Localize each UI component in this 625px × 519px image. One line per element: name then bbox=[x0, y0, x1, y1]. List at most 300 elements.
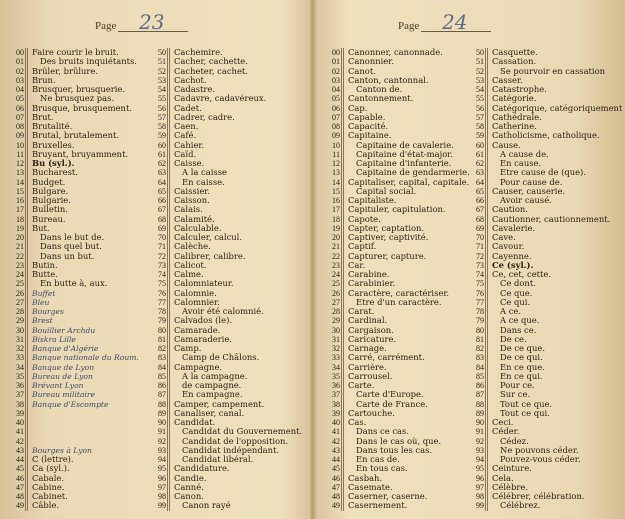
entry-word: Canton, cantonnal. bbox=[348, 74, 429, 85]
entry-word: Carte. bbox=[348, 380, 375, 390]
entry-word: Ca (syl.). bbox=[32, 463, 70, 474]
entry-code: 96 bbox=[476, 473, 484, 483]
entry-code: 92 bbox=[158, 436, 166, 446]
entry-code: 99 bbox=[476, 501, 484, 511]
entry-code: 75 bbox=[476, 279, 484, 289]
entry-code: 67 bbox=[476, 205, 484, 215]
entry-word: Banque d'Escompte bbox=[32, 399, 109, 409]
entry-code: 72 bbox=[476, 251, 484, 261]
entry-code: 44 bbox=[332, 455, 340, 464]
entry-word: Caissier. bbox=[174, 185, 211, 196]
entry-word: Canonnier. bbox=[348, 56, 395, 67]
entry-code: 24 bbox=[16, 270, 24, 279]
entry-word: Bu (syl.). bbox=[32, 158, 75, 168]
entry-code: 04 bbox=[332, 85, 340, 94]
entry-code: 20 bbox=[16, 233, 24, 242]
entry-code: 79 bbox=[476, 316, 484, 326]
entry-word: Sur ce. bbox=[500, 389, 531, 400]
page-label: Page bbox=[398, 20, 420, 32]
entry-word: de campagne. bbox=[182, 380, 242, 390]
entry-word: Bulgarie. bbox=[32, 195, 71, 205]
entry-word: Cardinal. bbox=[348, 315, 388, 326]
entry-word: Dans le cas où, que. bbox=[356, 435, 442, 446]
entry-code: 00 bbox=[16, 48, 24, 57]
entry-word: Cave. bbox=[492, 232, 516, 242]
entry-code: 82 bbox=[476, 344, 484, 353]
entry-code: 46 bbox=[16, 473, 24, 483]
entry-word: A la caisse bbox=[182, 167, 227, 178]
entry-word: Brusquer, brusquerie. bbox=[32, 84, 126, 94]
entry-word: Banque de Lyon bbox=[32, 362, 95, 372]
entry-code: 94 bbox=[158, 455, 166, 464]
entry-code: 48 bbox=[332, 492, 340, 501]
entry-word: Capitaine d'infanterie. bbox=[356, 158, 452, 168]
entry-word: Causer, causerie. bbox=[492, 185, 566, 196]
entry-word: Ne pouvons céder. bbox=[500, 444, 579, 455]
entry-code: 17 bbox=[16, 205, 24, 215]
entry-word: Cachemire. bbox=[174, 47, 223, 57]
entry-code: 58 bbox=[158, 122, 166, 131]
entry-word: Carte de France. bbox=[356, 398, 428, 409]
entry-code: 50 bbox=[476, 48, 484, 57]
entry-code: 74 bbox=[476, 270, 484, 279]
entry-code: 34 bbox=[332, 362, 340, 372]
entry-word: Cacher, cachette. bbox=[174, 56, 248, 67]
entry-code: 63 bbox=[476, 168, 484, 178]
entry-word: Dans ce. bbox=[500, 324, 537, 335]
page-header bbox=[398, 10, 491, 34]
entry-word: Carabinier. bbox=[348, 278, 396, 289]
right-page bbox=[314, 0, 625, 519]
entry-word: Biskra Lille bbox=[32, 334, 76, 344]
entry-code: 71 bbox=[476, 242, 484, 252]
entry-code: 12 bbox=[332, 159, 340, 168]
entry-word: Calculer, calcul. bbox=[174, 232, 242, 242]
entry-code: 84 bbox=[476, 362, 484, 372]
entry-code: 99 bbox=[158, 501, 166, 511]
entry-word: Capable. bbox=[348, 111, 386, 122]
entry-code: 05 bbox=[332, 94, 340, 104]
entry-word: Casquette. bbox=[492, 47, 538, 57]
entry-code: 88 bbox=[476, 399, 484, 409]
entry-word: En cas de. bbox=[356, 454, 400, 464]
entry-code: 22 bbox=[332, 251, 340, 261]
entry-word: Caractère, caractériser. bbox=[348, 287, 450, 298]
entry-word: Budget. bbox=[32, 176, 66, 187]
entry-word: Banque nationale du Roum. bbox=[32, 353, 139, 363]
entry-word: Brûler, brûlure. bbox=[32, 65, 99, 76]
entry-code: 14 bbox=[332, 177, 340, 187]
entry-code: 66 bbox=[158, 196, 166, 205]
entry-code: 83 bbox=[476, 353, 484, 363]
entry-code: 57 bbox=[158, 112, 166, 122]
entry-code: 16 bbox=[332, 196, 340, 205]
entry-word: Brut. bbox=[32, 111, 54, 122]
entry-word: Ce que. bbox=[500, 287, 533, 298]
entry-word: En caisse. bbox=[182, 176, 225, 187]
entry-code: 00 bbox=[332, 48, 340, 57]
entry-word: Calvados (le). bbox=[174, 315, 232, 326]
entry-word: Casemate. bbox=[348, 481, 393, 492]
entry-word: Ce, cet, cette. bbox=[492, 269, 552, 279]
entry-word: Faire courir le bruit. bbox=[32, 47, 119, 57]
entry-code: 95 bbox=[476, 464, 484, 474]
entry-word: Calomniateur. bbox=[174, 278, 234, 289]
entry-word: Bulgare. bbox=[32, 185, 69, 196]
entry-code: 87 bbox=[476, 390, 484, 400]
entry-code: 56 bbox=[158, 103, 166, 113]
entry-code: 49 bbox=[332, 501, 340, 511]
entry-word: En ce qui. bbox=[500, 370, 543, 381]
entry-code: 70 bbox=[476, 233, 484, 242]
entry-word: Ceinture. bbox=[492, 463, 532, 474]
entry-code: 54 bbox=[476, 85, 484, 94]
entry-word: A ce. bbox=[500, 306, 522, 316]
entry-code: 19 bbox=[332, 223, 340, 233]
entry-word: Canot. bbox=[348, 65, 376, 76]
entry-code: 24 bbox=[332, 270, 340, 279]
page-number: 24 bbox=[442, 10, 468, 34]
entry-code: 92 bbox=[476, 436, 484, 446]
entry-code: 80 bbox=[158, 325, 166, 335]
entry-word: Café. bbox=[174, 130, 197, 141]
entry-code: 28 bbox=[16, 307, 24, 316]
entry-code: 15 bbox=[332, 186, 340, 196]
entry-word: Caen. bbox=[174, 121, 199, 131]
entry-code: 29 bbox=[332, 316, 340, 326]
entry-word: Caution. bbox=[492, 204, 528, 215]
entry-word: Dans quel but. bbox=[40, 241, 102, 252]
entry-word: Camper, campement. bbox=[174, 398, 265, 409]
entry-word: Calèche. bbox=[174, 241, 211, 252]
entry-word: Calicot. bbox=[174, 259, 207, 270]
entry-word: Célébrer, célébration. bbox=[492, 491, 585, 501]
entry-word: Ceci. bbox=[492, 417, 514, 427]
entry-code: 04 bbox=[16, 85, 24, 94]
entry-code: 61 bbox=[158, 149, 166, 159]
entry-word: Camarade. bbox=[174, 324, 221, 335]
entry-word: Campagne. bbox=[174, 361, 223, 372]
entry-word: Candidat libéral. bbox=[182, 454, 254, 464]
entry-code: 65 bbox=[158, 186, 166, 196]
entry-code: 74 bbox=[158, 270, 166, 279]
entry-word: Canon. bbox=[174, 491, 204, 501]
entry-word: Tout ce que. bbox=[500, 398, 553, 409]
entry-code: 81 bbox=[158, 334, 166, 344]
entry-code: 87 bbox=[158, 390, 166, 400]
entry-code: 51 bbox=[158, 57, 166, 67]
entry-code: 01 bbox=[332, 57, 340, 67]
entry-code: 33 bbox=[332, 353, 340, 363]
entry-code: 20 bbox=[332, 233, 340, 242]
entry-code: 81 bbox=[476, 334, 484, 344]
entry-code: 17 bbox=[332, 205, 340, 215]
entry-code: 26 bbox=[16, 288, 24, 298]
entry-word: Cacheter, cachet. bbox=[174, 65, 248, 76]
entry-word: A cause de. bbox=[500, 148, 549, 159]
entry-word: Capacité. bbox=[348, 121, 389, 131]
entry-word: Se pourvoir en cassation bbox=[500, 65, 606, 76]
entry-code: 68 bbox=[476, 214, 484, 224]
entry-word: But. bbox=[32, 222, 50, 233]
entry-code: 95 bbox=[158, 464, 166, 474]
entry-code: 91 bbox=[476, 427, 484, 437]
entry-code: 97 bbox=[476, 482, 484, 492]
entry-code: 10 bbox=[332, 140, 340, 150]
entry-word: Caïd. bbox=[174, 148, 197, 159]
entry-code: 94 bbox=[476, 455, 484, 464]
entry-code: 32 bbox=[332, 344, 340, 353]
entry-code: 41 bbox=[332, 427, 340, 437]
entry-code: 50 bbox=[158, 48, 166, 57]
entry-code: 71 bbox=[158, 242, 166, 252]
entry-code: 73 bbox=[476, 260, 484, 270]
entry-code: 03 bbox=[16, 75, 24, 85]
entry-code: 83 bbox=[158, 353, 166, 363]
entry-code: 65 bbox=[476, 186, 484, 196]
entry-word: Candie. bbox=[174, 472, 207, 483]
entry-word: Pour ce. bbox=[500, 380, 535, 390]
entry-code: 67 bbox=[158, 205, 166, 215]
entry-word: Capitaine. bbox=[348, 130, 392, 141]
entry-word: Candidat de l'opposition. bbox=[182, 435, 289, 446]
entry-code: 73 bbox=[158, 260, 166, 270]
entry-word: Canton de. bbox=[356, 84, 403, 94]
entry-code: 61 bbox=[476, 149, 484, 159]
entry-word: Brutal, brutalement. bbox=[32, 130, 119, 141]
entry-code: 62 bbox=[158, 159, 166, 168]
entry-word: Camp. bbox=[174, 343, 202, 353]
entry-word: Camp de Châlons. bbox=[182, 352, 260, 363]
entry-word: Capitaliste. bbox=[348, 195, 397, 205]
entry-code: 39 bbox=[332, 408, 340, 418]
entry-code: 18 bbox=[332, 214, 340, 224]
entry-word: Ne brusquez pas. bbox=[40, 93, 115, 104]
entry-word: Capter, captation. bbox=[348, 222, 425, 233]
entry-word: Bourges bbox=[32, 307, 64, 316]
entry-word: Cachot. bbox=[174, 74, 207, 85]
entry-word: Brutalité. bbox=[32, 121, 73, 131]
entry-word: En campagne. bbox=[182, 389, 243, 400]
entry-word: Brun. bbox=[32, 74, 56, 85]
entry-word: A ce que. bbox=[500, 315, 540, 326]
entry-code: 76 bbox=[158, 288, 166, 298]
entry-code: 31 bbox=[16, 334, 24, 344]
entry-word: A la campagne. bbox=[182, 370, 248, 381]
entry-word: Cadet. bbox=[174, 102, 202, 113]
entry-code: 02 bbox=[16, 66, 24, 76]
entry-word: Calamité. bbox=[174, 213, 215, 224]
entry-code: 90 bbox=[476, 418, 484, 427]
entry-code: 40 bbox=[332, 418, 340, 427]
entry-word: Brusque, brusquement. bbox=[32, 102, 132, 113]
entry-word: Caserner, caserne. bbox=[348, 491, 428, 501]
entry-word: Canonner, canonnade. bbox=[348, 47, 443, 57]
entry-word: Bureau. bbox=[32, 213, 66, 224]
entry-code: 57 bbox=[476, 112, 484, 122]
entry-word: Cassation. bbox=[492, 56, 537, 67]
entry-word: Avoir été calomnié. bbox=[182, 306, 264, 316]
entry-word: Cédez. bbox=[500, 435, 529, 446]
entry-word: Caisse. bbox=[174, 158, 205, 168]
entry-word: Capituler, capitulation. bbox=[348, 204, 446, 215]
left-page bbox=[0, 0, 311, 519]
entry-word: Dans le but de. bbox=[40, 232, 105, 242]
entry-code: 05 bbox=[16, 94, 24, 104]
entry-word: Cabale. bbox=[32, 472, 65, 483]
entry-code: 56 bbox=[476, 103, 484, 113]
entry-word: Cabine. bbox=[32, 481, 65, 492]
entry-code: 66 bbox=[476, 196, 484, 205]
entry-word: En cause. bbox=[500, 158, 542, 168]
entry-code: 86 bbox=[476, 381, 484, 390]
entry-word: Capitaine de cavalerie. bbox=[356, 139, 454, 150]
entry-code: 26 bbox=[332, 288, 340, 298]
entry-word: Cabinet. bbox=[32, 491, 68, 501]
entry-word: Bleu bbox=[32, 297, 50, 307]
entry-code: 02 bbox=[332, 66, 340, 76]
entry-word: Candidature. bbox=[174, 463, 230, 474]
entry-code: 96 bbox=[158, 473, 166, 483]
entry-word: Pouvez-vous céder. bbox=[500, 454, 581, 464]
entry-code: 85 bbox=[158, 371, 166, 381]
entry-code: 25 bbox=[16, 279, 24, 289]
entry-word: Tout ce qui. bbox=[500, 407, 550, 418]
entry-code: 44 bbox=[16, 455, 24, 464]
entry-word: Ce (syl.). bbox=[492, 259, 534, 270]
entry-code: 08 bbox=[332, 122, 340, 131]
entry-code: 30 bbox=[16, 325, 24, 335]
entry-code: 98 bbox=[476, 492, 484, 501]
entry-code: 13 bbox=[332, 168, 340, 178]
entry-code: 80 bbox=[476, 325, 484, 335]
entry-word: Capitaine d'état-major. bbox=[356, 148, 453, 159]
entry-word: Célébrez. bbox=[500, 500, 541, 511]
entry-word: Carat. bbox=[348, 306, 375, 316]
entry-word: Cadastre. bbox=[174, 84, 216, 94]
entry-word: Bulletin. bbox=[32, 204, 68, 215]
entry-code: 89 bbox=[158, 408, 166, 418]
entry-word: Dans tous les cas. bbox=[356, 444, 433, 455]
entry-code: 82 bbox=[158, 344, 166, 353]
entry-word: Cavalerie. bbox=[492, 222, 536, 233]
entry-word: Pour cause de. bbox=[500, 176, 563, 187]
entry-code: 41 bbox=[16, 427, 24, 437]
entry-word: Carabine. bbox=[348, 269, 390, 279]
entry-code: 33 bbox=[16, 353, 24, 363]
entry-code: 27 bbox=[332, 297, 340, 307]
entry-word: Capitaliser, capital, capitale. bbox=[348, 176, 470, 187]
entry-code: 76 bbox=[476, 288, 484, 298]
entry-word: Casbah. bbox=[348, 472, 383, 483]
entry-word: Canaliser, canal. bbox=[174, 407, 245, 418]
entry-code: 23 bbox=[16, 260, 24, 270]
entry-code: 59 bbox=[158, 131, 166, 141]
entry-word: Célèbre. bbox=[492, 481, 528, 492]
entry-code: 40 bbox=[16, 418, 24, 427]
entry-code: 49 bbox=[16, 501, 24, 511]
entry-code: 45 bbox=[332, 464, 340, 474]
entry-word: C (lettre). bbox=[32, 454, 74, 464]
entry-code: 34 bbox=[16, 362, 24, 372]
entry-code: 68 bbox=[158, 214, 166, 224]
entry-word: Céder. bbox=[492, 426, 520, 437]
entry-code: 70 bbox=[158, 233, 166, 242]
entry-word: Buffet bbox=[32, 288, 56, 298]
entry-code: 10 bbox=[16, 140, 24, 150]
entry-code: 01 bbox=[16, 57, 24, 67]
entry-code: 36 bbox=[332, 381, 340, 390]
entry-word: Cautionner, cautionnement. bbox=[492, 213, 611, 224]
entry-word: Calme. bbox=[174, 269, 204, 279]
entry-code: 48 bbox=[16, 492, 24, 501]
entry-word: Carrousel. bbox=[348, 370, 393, 381]
entry-word: Dans ce cas. bbox=[356, 426, 410, 437]
entry-word: Bucharest. bbox=[32, 167, 78, 178]
entry-code: 22 bbox=[16, 251, 24, 261]
entry-word: Brévant Lyon bbox=[32, 381, 84, 390]
entry-code: 42 bbox=[332, 436, 340, 446]
entry-code: 18 bbox=[16, 214, 24, 224]
entry-code: 85 bbox=[476, 371, 484, 381]
entry-word: Bureau de Lyon bbox=[32, 371, 93, 381]
entry-code: 43 bbox=[16, 445, 24, 455]
entry-word: Candidat indépendant. bbox=[182, 444, 280, 455]
entry-word: Calais. bbox=[174, 204, 203, 215]
entry-code: 72 bbox=[158, 251, 166, 261]
entry-code: 93 bbox=[476, 445, 484, 455]
page-header bbox=[95, 10, 188, 34]
entry-code: 84 bbox=[158, 362, 166, 372]
entry-code: 28 bbox=[332, 307, 340, 316]
entry-word: De ce. bbox=[500, 333, 527, 344]
entry-word: Cause. bbox=[492, 139, 521, 150]
entry-word: Camaraderie. bbox=[174, 333, 232, 344]
entry-word: Capote. bbox=[348, 213, 381, 224]
entry-word: Canné. bbox=[174, 481, 204, 492]
entry-code: 58 bbox=[476, 122, 484, 131]
entry-word: De ce que. bbox=[500, 343, 546, 353]
entry-code: 60 bbox=[476, 140, 484, 150]
entry-word: Dans un but. bbox=[40, 250, 95, 261]
entry-code: 77 bbox=[476, 297, 484, 307]
entry-code: 12 bbox=[16, 159, 24, 168]
entry-code: 79 bbox=[158, 316, 166, 326]
entry-word: Canon rayé bbox=[182, 500, 231, 511]
entry-word: Cartouche. bbox=[348, 407, 395, 418]
entry-code: 13 bbox=[16, 168, 24, 178]
entry-word: Calomnier. bbox=[174, 296, 220, 307]
entry-word: Etre d'un caractère. bbox=[356, 296, 442, 307]
entry-code: 45 bbox=[16, 464, 24, 474]
entry-code: 29 bbox=[16, 316, 24, 326]
entry-word: Bureau militaire bbox=[32, 390, 96, 400]
entry-word: Calculable. bbox=[174, 222, 222, 233]
entry-word: Captif. bbox=[348, 241, 377, 252]
entry-code: 64 bbox=[476, 177, 484, 187]
entry-code: 30 bbox=[332, 325, 340, 335]
entry-code: 23 bbox=[332, 260, 340, 270]
entry-code: 07 bbox=[16, 112, 24, 122]
entry-word: Cap. bbox=[348, 102, 368, 113]
entry-code: 75 bbox=[158, 279, 166, 289]
entry-code: 43 bbox=[332, 445, 340, 455]
entry-code: 62 bbox=[476, 159, 484, 168]
entry-word: Cadavre, cadavéreux. bbox=[174, 93, 267, 104]
entry-code: 09 bbox=[332, 131, 340, 141]
entry-word: Catherine. bbox=[492, 121, 537, 131]
entry-code: 51 bbox=[476, 57, 484, 67]
